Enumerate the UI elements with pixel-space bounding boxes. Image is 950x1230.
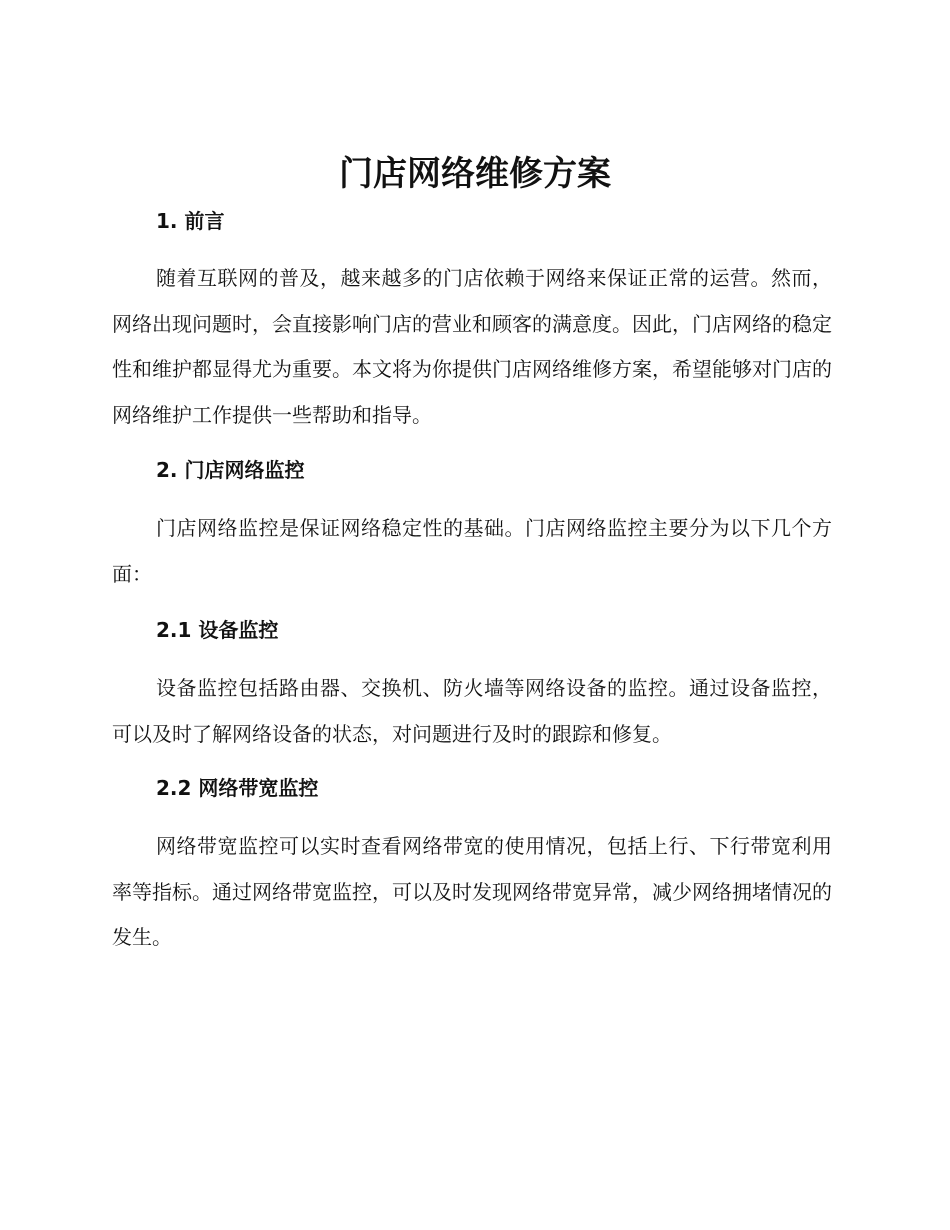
document-title: 门店网络维修方案 [339, 154, 611, 194]
section-paragraph-store-network-monitoring: 门店网络监控是保证网络稳定性的基础。门店网络监控主要分为以下几个方面： [112, 516, 832, 586]
section-paragraph-bandwidth-monitoring: 网络带宽监控可以实时查看网络带宽的使用情况，包括上行、下行带宽利用率等指标。通过网络带宽监控，可以及时发现网络带宽异常，减少网络拥堵情况的发生。 [112, 834, 832, 949]
section-heading-store-network-monitoring: 2. 门店网络监控 [156, 458, 305, 482]
section-heading-device-monitoring: 2.1 设备监控 [156, 618, 279, 642]
section-paragraph-preface: 随着互联网的普及，越来越多的门店依赖于网络来保证正常的运营。然而，网络出现问题时，会直接影响门店的营业和顾客的满意度。因此，门店网络的稳定性和维护都显得尤为重要。本文将为你提供门店网络维修方案，希望能够对门店的网络维护工作提供一些帮助和指导。 [112, 266, 832, 427]
section-heading-bandwidth-monitoring: 2.2 网络带宽监控 [156, 776, 319, 800]
section-heading-preface: 1. 前言 [156, 209, 225, 233]
section-paragraph-device-monitoring: 设备监控包括路由器、交换机、防火墙等网络设备的监控。通过设备监控，可以及时了解网络设备的状态，对问题进行及时的跟踪和修复。 [112, 676, 832, 746]
